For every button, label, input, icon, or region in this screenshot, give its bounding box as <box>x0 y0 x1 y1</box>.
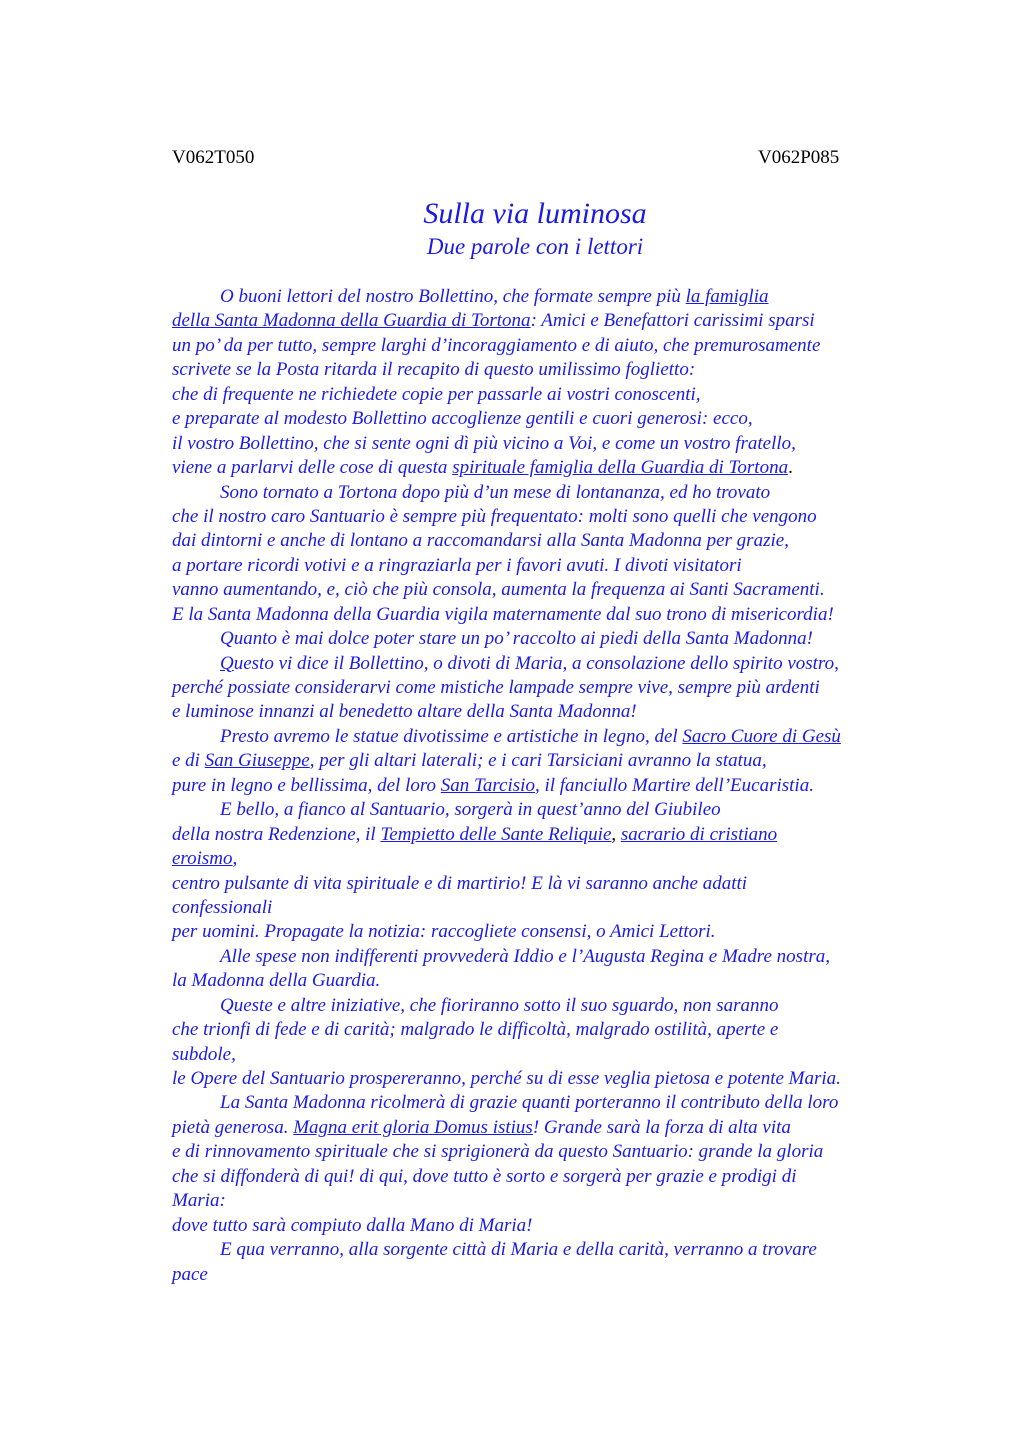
text-line: Alle spese non indifferenti provvederà Iddio e l’Augusta Regina e Madre nostra, <box>220 945 830 967</box>
text-line: a portare ricordi votivi e a ringraziarla per i favori avuti. I divoti visitatori <box>172 554 742 576</box>
text-line: il vostro Bollettino, che si sente ogni dì più vicino a Voi, e come un vostro fratello, <box>172 432 796 454</box>
text-line: della nostra Redenzione, il Tempietto delle Sante Reliquie, sacrario di cristiano <box>172 823 778 845</box>
text-line: Quanto è mai dolce poter stare un po’ raccolto ai piedi della Santa Madonna! <box>220 628 813 650</box>
text-line: pace <box>172 1263 208 1285</box>
underlined-phrase: sacrario di cristiano <box>620 823 778 845</box>
text-line: E bello, a fianco al Santuario, sorgerà in quest’anno del Giubileo <box>220 799 721 821</box>
underlined-phrase: Magna erit gloria Domus istius <box>293 1116 533 1138</box>
text-line: La Santa Madonna ricolmerà di grazie quanti porteranno il contributo della loro <box>220 1092 839 1114</box>
text-line: centro pulsante di vita spirituale e di martirio! E là vi saranno anche adatti <box>172 872 748 894</box>
article-subtitle: Due parole con i lettori <box>426 234 644 259</box>
text-line: le Opere del Santuario prospereranno, perché su di esse veglia pietosa e potente Maria. <box>172 1068 841 1089</box>
text-line: Maria: <box>172 1190 226 1212</box>
text-line: della Santa Madonna della Guardia di Tortona: Amici e Benefattori carissimi sparsi <box>172 310 815 332</box>
text-line: perché possiate considerarvi come mistiche lampade sempre vive, sempre più ardenti <box>172 677 820 698</box>
text-line: e di San Giuseppe, per gli altari laterali; e i cari Tarsiciani avranno la statua, <box>172 750 767 772</box>
text-line: e luminose innanzi al benedetto altare della Santa Madonna! <box>172 701 637 723</box>
document-code-left: V062T050 <box>172 147 255 168</box>
text-line: E la Santa Madonna della Guardia vigila maternamente dal suo trono di misericordia! <box>172 603 834 625</box>
text-line: Questo vi dice il Bollettino, o divoti di Maria, a consolazione dello spirito vostro, <box>220 652 839 674</box>
text-line: Presto avremo le statue divotissime e artistiche in legno, del Sacro Cuore di Gesù <box>220 725 841 747</box>
text-line: eroismo, <box>172 848 238 870</box>
text-line: E qua verranno, alla sorgente città di Maria e della carità, verranno a trovare <box>220 1239 817 1261</box>
text-line: e di rinnovamento spirituale che si sprigionerà da questo Santuario: grande la gloria <box>172 1141 824 1163</box>
text-line: per uomini. Propagate la notizia: raccogliete consensi, o Amici Lettori. <box>172 921 716 943</box>
article-title: Sulla via luminosa <box>423 197 647 230</box>
underlined-phrase: San Giuseppe <box>204 750 310 772</box>
text-line: Queste e altre iniziative, che fioriranno sotto il suo sguardo, non saranno <box>220 994 779 1016</box>
text-line: che trionfi di fede e di carità; malgrado le difficoltà, malgrado ostilità, aperte e <box>172 1019 779 1041</box>
text-line: dai dintorni e anche di lontano a raccomandarsi alla Santa Madonna per grazie, <box>172 530 789 552</box>
text-line: viene a parlarvi delle cose di questa spirituale famiglia della Guardia di Tortona. <box>172 457 793 479</box>
text-line: confessionali <box>172 896 273 918</box>
text-line: che si diffonderà di qui! di qui, dove tutto è sorto e sorgerà per grazie e prodigi di <box>172 1165 797 1187</box>
text-line: dove tutto sarà compiuto dalla Mano di Maria! <box>172 1214 533 1236</box>
underlined-phrase: spirituale famiglia della Guardia di Tortona <box>452 457 789 479</box>
underlined-phrase: Tempietto delle Sante Reliquie <box>380 823 612 845</box>
underlined-phrase: Sacro Cuore di Gesù <box>682 725 841 747</box>
underlined-phrase: San Tarcisio <box>440 774 535 796</box>
underlined-phrase: eroismo <box>172 848 233 870</box>
text-line: che il nostro caro Santuario è sempre più frequentato: molti sono quelli che vengono <box>172 505 817 527</box>
text-line: subdole, <box>172 1043 236 1065</box>
text-line: scrivete se la Posta ritarda il recapito di questo umilissimo foglietto: <box>172 359 696 381</box>
text-line: la Madonna della Guardia. <box>172 970 381 992</box>
text-line: che di frequente ne richiedete copie per passarle ai vostri conoscenti, <box>172 383 701 405</box>
document-code-right: V062P085 <box>758 147 840 168</box>
text-line: un po’ da per tutto, sempre larghi d’incoraggiamento e di aiuto, che premurosamente <box>172 334 821 356</box>
text-line: vanno aumentando, e, ciò che più consola, aumenta la frequenza ai Santi Sacramenti. <box>172 579 825 601</box>
text-line: e preparate al modesto Bollettino accoglienze gentili e cuori generosi: ecco, <box>172 408 753 430</box>
underlined-phrase: la famiglia <box>685 286 769 307</box>
article-body <box>172 285 952 1287</box>
text-line: O buoni lettori del nostro Bollettino, che formate sempre più la famiglia <box>220 286 769 307</box>
text-line: Sono tornato a Tortona dopo più d’un mese di lontananza, ed ho trovato <box>220 481 771 503</box>
underlined-phrase: della Santa Madonna della Guardia di Tortona <box>172 310 531 332</box>
text-line: pietà generosa. Magna erit gloria Domus istius! Grande sarà la forza di alta vita <box>172 1116 791 1138</box>
text-line: pure in legno e bellissima, del loro San Tarcisio, il fanciullo Martire dell’Eucaristia. <box>172 774 814 796</box>
